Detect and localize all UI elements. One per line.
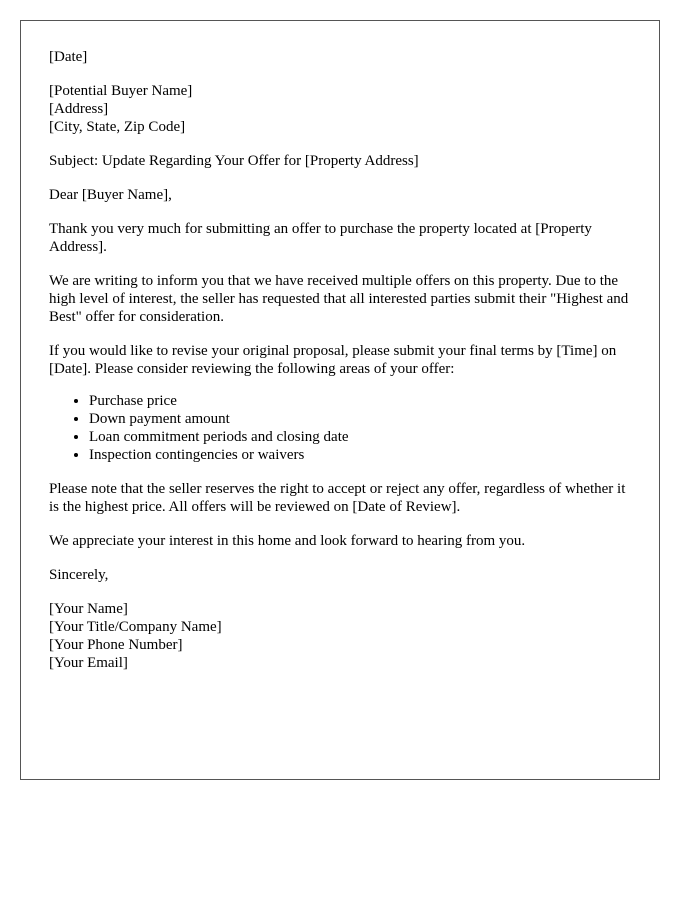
letter-subject: Subject: Update Regarding Your Offer for [Property Address]: [49, 153, 419, 169]
recipient-address: [Address]: [49, 101, 109, 117]
list-item: • Loan commitment periods and closing date: [89, 428, 639, 446]
recipient-name: [Potential Buyer Name]: [49, 83, 193, 99]
list-item: • Down payment amount: [89, 410, 639, 428]
letter-salutation: Dear [Buyer Name],: [49, 187, 172, 203]
paragraph-appreciation: We appreciate your interest in this home and look forward to hearing from you.: [49, 533, 526, 549]
letter-body: [49, 48, 639, 688]
signature-title-company: [Your Title/Company Name]: [49, 619, 222, 635]
list-item: • Purchase price: [89, 392, 639, 410]
recipient-city-state-zip: [City, State, Zip Code]: [49, 119, 186, 135]
signature-phone: [Your Phone Number]: [49, 637, 183, 653]
signature-block: [49, 600, 639, 672]
paragraph-thanks: Thank you very much for submitting an offer to purchase the property located at [Property Address].: [49, 221, 592, 255]
signature-email: [Your Email]: [49, 655, 128, 671]
recipient-block: [49, 82, 639, 136]
paragraph-multiple-offers: We are writing to inform you that we have received multiple offers on this property. Due to the high level of interest, the seller has requested that all interested parties submit their "Highest and Best" offer for consideration.: [49, 273, 629, 325]
letter-sign-off: Sincerely,: [49, 567, 109, 583]
signature-name: [Your Name]: [49, 601, 128, 617]
paragraph-revise: If you would like to revise your original proposal, please submit your final terms by [Time] on [Date]. Please consider reviewing the following areas of your offer:: [49, 343, 617, 377]
letter-page: [20, 20, 660, 780]
list-item: • Inspection contingencies or waivers: [89, 446, 639, 464]
review-items-list: [49, 392, 639, 464]
letter-date: [Date]: [49, 49, 88, 65]
paragraph-note: Please note that the seller reserves the right to accept or reject any offer, regardless of whether it is the highest price. All offers will be reviewed on [Date of Review].: [49, 481, 626, 515]
